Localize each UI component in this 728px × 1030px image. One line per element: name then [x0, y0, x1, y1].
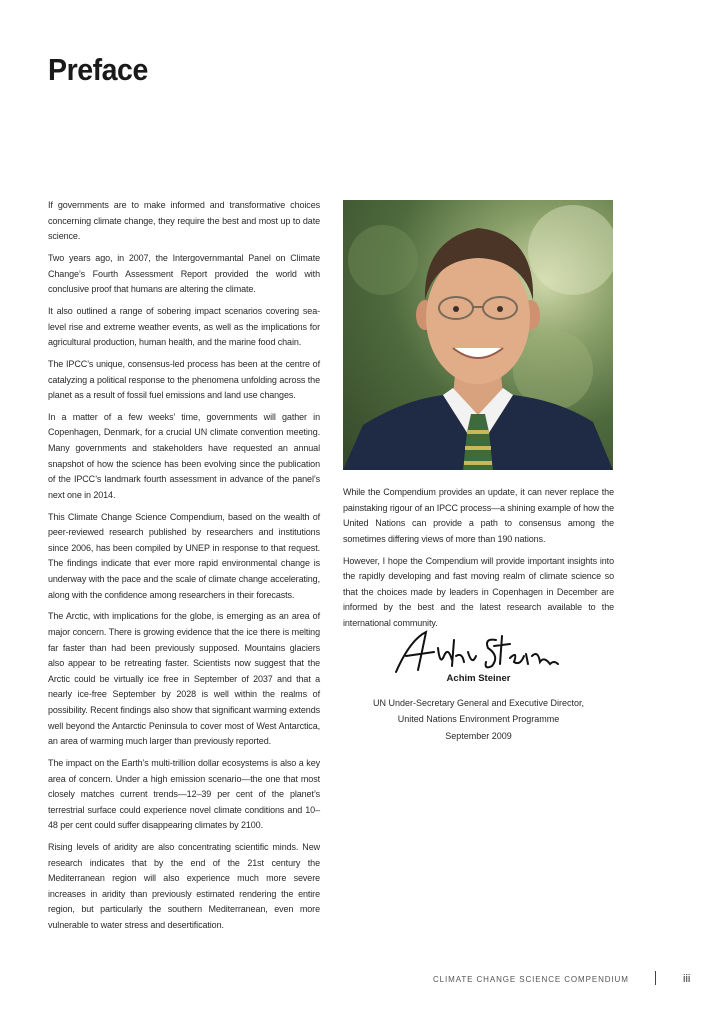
page-number: iii [683, 973, 691, 985]
footer-divider [655, 971, 656, 985]
paragraph: Two years ago, in 2007, the Intergovernmantal Panel on Climate Change’s Fourth Assessment Report provided the world with conclusive proof that humans are altering the climate. [48, 252, 320, 295]
paragraph: If governments are to make informed and transformative choices concerning climate change, they require the best and most up to date science. [48, 200, 320, 242]
signatory-title [343, 696, 614, 727]
signatory-name: Achim Steiner [446, 673, 511, 684]
paragraph: The IPCC’s unique, consensus-led process has been at the centre of catalyzing a political response to the phenomena unfolding across the planet as a result of fossil fuel emissions and land use changes. [48, 358, 320, 401]
signatory-title-line: United Nations Environment Programme [397, 713, 560, 724]
signatory-date: September 2009 [445, 731, 512, 741]
paragraph: It also outlined a range of sobering impact scenarios covering sea-level rise and extreme weather events, as well as the implications for agricultural production, human health, and the marine food chain. [48, 305, 320, 348]
paragraph: The Arctic, with implications for the globe, is emerging as an area of major concern. There is growing evidence that the ice there is melting far faster than had been previously supposed. Mountains glaciers also appear to be retreating faster. Scientists now suggest that the Arctic could be virtually ice free in September of 2037 and that a nearly ice-free September by 2028 is well within the realms of possibility. Recent findings also show that significant warming extends well beyond the Antarctic Peninsula to cover most of West Antarctica, an area of warming much larger than previously reported. [48, 611, 320, 747]
paragraph: In a matter of a few weeks’ time, governments will gather in Copenhagen, Denmark, for a crucial UN climate convention meeting. Many governments and stakeholders have requested an annual snapshot of how the science has been evolving since the publication of the IPCC’s landmark fourth assessment in advance of the panel’s next one in 2014. [48, 411, 320, 500]
footer-publication-title: CLIMATE CHANGE SCIENCE COMPENDIUM [433, 975, 629, 984]
paragraph: This Climate Change Science Compendium, based on the wealth of peer-reviewed research published by researchers and institutions since 2006, has been compiled by UNEP in response to that request. The findings indicate that ever more rapid environmental change is underway with the pace and the scale of climate change accelerating, along with the confidence among researchers in their forecasts. [48, 511, 320, 600]
paragraph: While the Compendium provides an update, it can never replace the painstaking rigour of an IPCC process—a shining example of how the United Nations can provide a path to consensus among the sometimes differing views of more than 190 nations. [343, 487, 614, 544]
portrait-photo [343, 200, 613, 470]
paragraph: However, I hope the Compendium will provide important insights into the rapidly developing and fast moving realm of climate science so that the choices made by leaders in Copenhagen in December are informed by the best and the latest research available to the international community. [343, 555, 614, 628]
page-title: Preface [48, 52, 148, 87]
handwritten-signature [392, 626, 562, 678]
preface-body-right [343, 485, 614, 638]
portrait-illustration [343, 200, 613, 470]
signatory-title-line: UN Under-Secretary General and Executive Director, [372, 698, 585, 708]
paragraph: The impact on the Earth’s multi-trillion dollar ecosystems is also a key area of concern. Under a high emission scenario—the one that most closely matches current trends—12–39 per cent of the planet’s terrestrial surface could experience novel climate conditions and 10–48 per cent could suffer disappearing climates by 2100. [48, 757, 320, 831]
preface-body-left [48, 198, 320, 940]
paragraph: Rising levels of aridity are also concentrating scientific minds. New research indicates that by the end of the 21st century the Mediterranean region will also experience much more severe increases in aridity than previously estimated rendering the entire region, but particularly the southern Mediterranean, even more vulnerable to water stress and desertification. [48, 842, 320, 931]
